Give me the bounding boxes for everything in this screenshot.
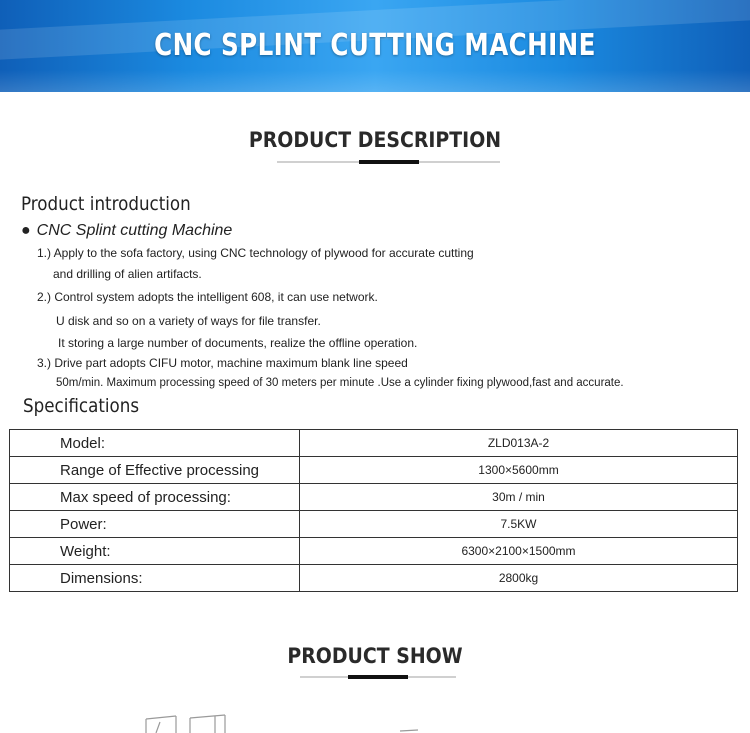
spec-value: 7.5KW: [300, 511, 738, 538]
product-description-title: PRODUCT DESCRIPTION: [248, 128, 502, 152]
banner-title: CNC SPLINT CUTTING MACHINE: [154, 28, 596, 63]
spec-value: 30m / min: [300, 484, 738, 511]
product-photo: [0, 712, 750, 733]
header-banner: [0, 0, 750, 92]
table-row: [10, 430, 738, 457]
intro-line-1: 1.) Apply to the sofa factory, using CNC technology of plywood for accurate cutting: [37, 246, 474, 260]
spec-label: Weight:: [10, 538, 300, 565]
bullet-icon: ●: [21, 222, 31, 239]
machine-frame-graphic: [0, 712, 750, 733]
spec-value: ZLD013A-2: [300, 430, 738, 457]
spec-label: Range of Effective processing: [10, 457, 300, 484]
spec-label: Model:: [10, 430, 300, 457]
intro-line-4: U disk and so on a variety of ways for file transfer.: [56, 314, 321, 328]
table-row: [10, 484, 738, 511]
spec-value: 2800kg: [300, 565, 738, 592]
specifications-heading: Specifications: [23, 395, 140, 417]
intro-line-2: and drilling of alien artifacts.: [53, 267, 202, 281]
spec-value: 6300×2100×1500mm: [300, 538, 738, 565]
show-title-underline: [300, 676, 456, 678]
description-title-underline: [277, 161, 500, 163]
intro-line-6: 3.) Drive part adopts CIFU motor, machine maximum blank line speed: [37, 356, 408, 370]
spec-label: Max speed of processing:: [10, 484, 300, 511]
specifications-table: [9, 429, 738, 592]
spec-label: Power:: [10, 511, 300, 538]
product-show-title: PRODUCT SHOW: [287, 644, 463, 668]
table-row: [10, 511, 738, 538]
machine-name-bullet: [21, 222, 232, 240]
intro-line-5: It storing a large number of documents, realize the offline operation.: [58, 336, 418, 350]
product-introduction-heading: Product introduction: [21, 193, 191, 215]
spec-value: 1300×5600mm: [300, 457, 738, 484]
spec-label: Dimensions:: [10, 565, 300, 592]
intro-line-7: 50m/min. Maximum processing speed of 30 meters per minute .Use a cylinder fixing plywood,fast and accurate.: [56, 377, 624, 389]
table-row: [10, 565, 738, 592]
table-row: [10, 457, 738, 484]
intro-line-3: 2.) Control system adopts the intelligent 608, it can use network.: [37, 290, 378, 304]
table-row: [10, 538, 738, 565]
machine-name: CNC Splint cutting Machine: [36, 222, 233, 239]
